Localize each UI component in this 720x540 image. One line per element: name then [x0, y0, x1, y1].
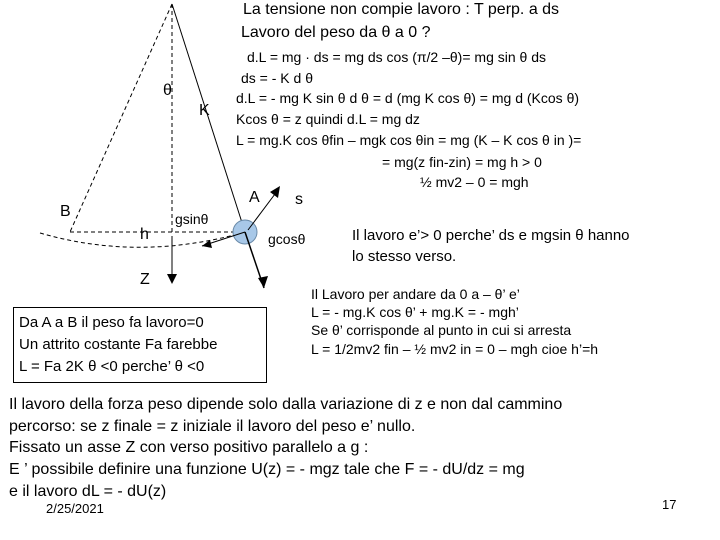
gcos-arrow-head: [258, 276, 268, 288]
positive-note-line-2: lo stesso verso.: [352, 248, 457, 265]
a-label: A: [249, 189, 260, 206]
bottom-line-5: e il lavoro dL = - dU(z): [9, 483, 167, 500]
box-line-2: Un attrito costante Fa farebbe: [19, 336, 218, 353]
h-label: h: [140, 226, 149, 243]
friction-box: [13, 307, 267, 383]
eq-line-7: ½ mv2 – 0 = mgh: [420, 174, 529, 190]
string-left: [70, 4, 172, 232]
s-label: s: [295, 191, 303, 208]
eq-line-6: = mg(z fin-zin) = mg h > 0: [382, 154, 542, 170]
bottom-line-3: Fissato un asse Z con verso positivo parallelo a g :: [9, 439, 369, 456]
s-arrow-head: [270, 186, 280, 198]
return-note-line-2: L = - mg.K cos θ’ + mg.K = - mgh’: [311, 304, 519, 320]
header-line-2: Lavoro del peso da θ a 0 ?: [241, 24, 431, 41]
gcos-label: gcosθ: [268, 231, 306, 247]
eq-line-1: d.L = mg · ds = mg ds cos (π/2 –θ)= mg sin θ ds: [247, 49, 546, 65]
eq-line-2: ds = - K d θ: [241, 70, 313, 86]
bottom-line-4: E ’ possibile definire una funzione U(z) = - mgz tale che F = - dU/dz = mg: [9, 461, 525, 478]
header-line-1: La tensione non compie lavoro : T perp. a ds: [243, 1, 560, 18]
footer-page-number: 17: [662, 497, 677, 512]
gsin-label: gsinθ: [175, 211, 209, 227]
bottom-line-2: percorso: se z finale = z iniziale il lavoro del peso e’ nullo.: [9, 418, 416, 435]
bottom-line-1: Il lavoro della forza peso dipende solo dalla variazione di z e non dal cammino: [9, 396, 563, 413]
footer-date: 2/25/2021: [46, 501, 104, 516]
box-line-3: L = Fa 2K θ <0 perche’ θ <0: [19, 358, 205, 375]
return-note-line-1: Il Lavoro per andare da 0 a – θ’ e’: [311, 286, 520, 302]
theta-label: θ: [163, 82, 172, 99]
z-label: Z: [140, 271, 150, 288]
eq-line-4: Kcos θ = z quindi d.L = mg dz: [236, 111, 420, 127]
positive-note-line-1: Il lavoro e’> 0 perche’ ds e mgsin θ hanno: [352, 227, 630, 244]
return-note-line-4: L = 1/2mv2 fin – ½ mv2 in = 0 – mgh cioe h’=h: [311, 341, 599, 357]
eq-line-5: L = mg.K cos θfin – mgk cos θin = mg (K – K cos θ in )=: [236, 132, 582, 148]
b-label: B: [60, 203, 71, 220]
z-arrow-head: [167, 274, 177, 284]
eq-line-3: d.L = - mg K sin θ d θ = d (mg K cos θ) = mg d (Kcos θ): [236, 90, 580, 106]
return-note-line-3: Se θ’ corrisponde al punto in cui si arresta: [311, 322, 572, 338]
box-line-1: Da A a B il peso fa lavoro=0: [19, 314, 204, 331]
k-label: K: [199, 102, 210, 119]
